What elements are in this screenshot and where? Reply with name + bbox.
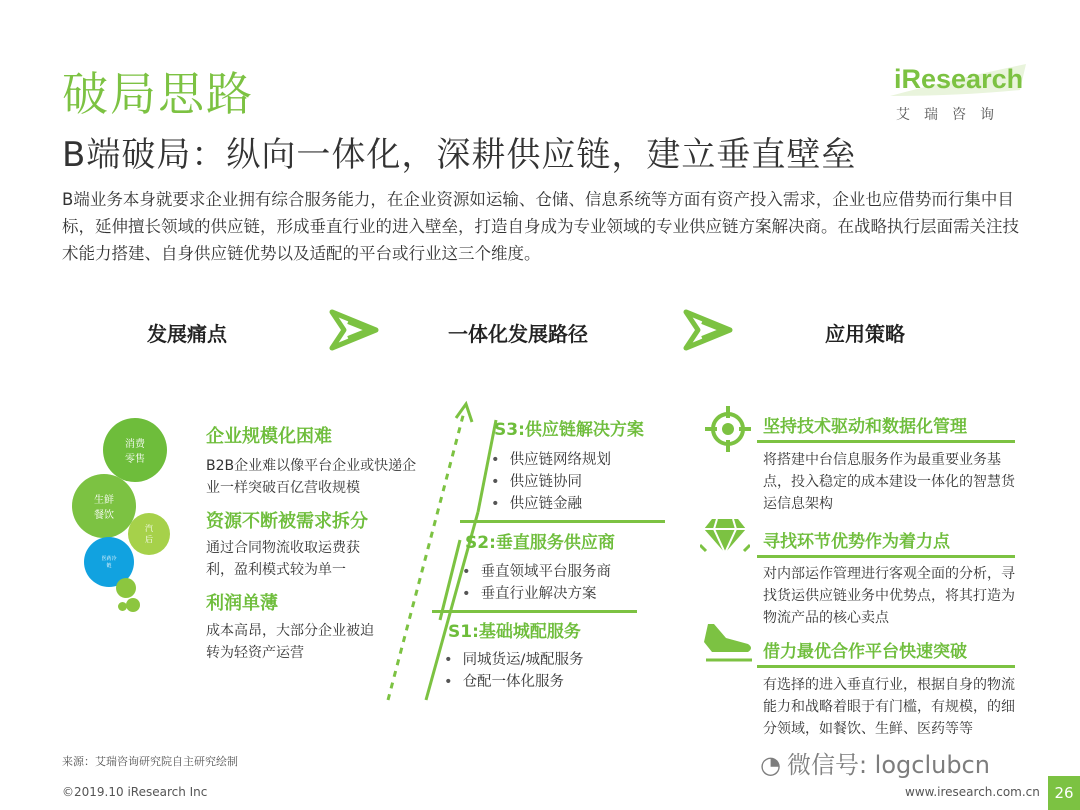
strategy-underline <box>757 665 1015 668</box>
stage-item: • 同城货运/城配服务 <box>444 649 583 671</box>
decor-dot <box>118 602 127 611</box>
column-head-path: 一体化发展路径 <box>448 322 588 346</box>
copyright: ©2019.10 iResearch Inc <box>62 785 208 799</box>
plane-icon <box>702 620 756 666</box>
strategy-text: 将搭建中台信息服务作为最重要业务基点，投入稳定的成本建设一体化的智慧货运信息架构 <box>763 452 1015 512</box>
pain-heading: 资源不断被需求拆分 <box>206 511 368 532</box>
strategy-text: 对内部运作管理进行客观全面的分析，寻找货运供应链业务中优势点，将其打造为物流产品的核心卖点 <box>763 566 1015 626</box>
logo-text: iResearch <box>894 64 1024 94</box>
stage-items <box>491 449 611 515</box>
stage-item: • 供应链协同 <box>491 471 611 493</box>
decor-dot <box>126 598 140 612</box>
bubble-label: 消费 零售 <box>125 439 145 465</box>
intro-paragraph: B端业务本身就要求企业拥有综合服务能力，在企业资源如运输、仓储、信息系统等方面有资产投入需求，企业也应借势而行集中目标，延伸擅长领域的供应链，形成垂直行业的进入壁垒，打造自身成为专业领域的专业供应链方案解决商。在战略执行层面需关注技术能力搭建、自身供应链优势以及适配的平台或行业这三个维度。 <box>62 190 1019 263</box>
pain-text: B2B企业难以像平台企业或快递企业一样突破百亿营收规模 <box>206 458 417 496</box>
wechat-watermark <box>760 745 990 780</box>
column-head-pain: 发展痛点 <box>147 322 227 346</box>
strategy-heading: 借力最优合作平台快速突破 <box>763 642 967 662</box>
diamond-icon <box>700 515 750 559</box>
arrow-right-icon <box>682 306 738 354</box>
page-number: 26 <box>1048 776 1080 810</box>
bubble-label: 生鲜 餐饮 <box>94 495 114 521</box>
bubble-label: 医药冷 链 <box>101 556 117 569</box>
stage-item: • 供应链网络规划 <box>491 449 611 471</box>
page-subtitle: B端破局：纵向一体化，深耕供应链，建立垂直壁垒 <box>62 135 857 175</box>
strategy-underline <box>757 440 1015 443</box>
watermark-text: 微信号: logclubcn <box>786 751 990 779</box>
stage-divider <box>460 520 665 523</box>
strategy-heading: 寻找环节优势作为着力点 <box>763 532 950 552</box>
target-icon <box>703 404 753 454</box>
stage-item: • 垂直行业解决方案 <box>462 583 611 605</box>
arrow-right-icon <box>328 306 384 354</box>
pain-heading: 利润单薄 <box>206 593 278 614</box>
pain-text: 成本高昂，大部分企业被迫转为轻资产运营 <box>206 623 374 661</box>
stage-heading: S2:垂直服务供应商 <box>465 533 615 553</box>
stage-items <box>462 561 611 605</box>
strategy-heading: 坚持技术驱动和数据化管理 <box>763 417 967 437</box>
logo-subtext: 艾瑞咨询 <box>896 107 1008 123</box>
stage-item: • 供应链金融 <box>491 493 611 515</box>
pain-text: 通过合同物流收取运费获利，盈利模式较为单一 <box>206 540 360 578</box>
stage-heading: S1:基础城配服务 <box>448 622 581 642</box>
source-note: 来源：艾瑞咨询研究院自主研究绘制 <box>62 755 238 768</box>
pain-heading: 企业规模化困难 <box>206 426 332 447</box>
strategy-underline <box>757 555 1015 558</box>
stage-heading: S3:供应链解决方案 <box>494 420 644 440</box>
bubble-label: 汽 后 <box>145 524 153 544</box>
stage-divider <box>432 610 637 613</box>
decor-dot <box>116 578 136 598</box>
stage-item: • 垂直领域平台服务商 <box>462 561 611 583</box>
column-head-strategy: 应用策略 <box>825 322 905 346</box>
page-title: 破局思路 <box>62 67 254 121</box>
iresearch-logo <box>880 60 1030 130</box>
bubble-auto-aftermarket <box>128 513 170 555</box>
strategy-text: 有选择的进入垂直行业，根据自身的物流能力和战略着眼于有门槛，有规模，的细分领域，如餐饮、生鲜、医药等等 <box>763 677 1015 737</box>
bubble-consumer-retail <box>103 418 167 482</box>
bubble-fresh-food <box>72 474 136 538</box>
stage-item: • 仓配一体化服务 <box>444 671 583 693</box>
wechat-icon: ◔ <box>760 751 781 779</box>
website-url: www.iresearch.com.cn <box>905 785 1040 799</box>
stage-items <box>444 649 583 693</box>
